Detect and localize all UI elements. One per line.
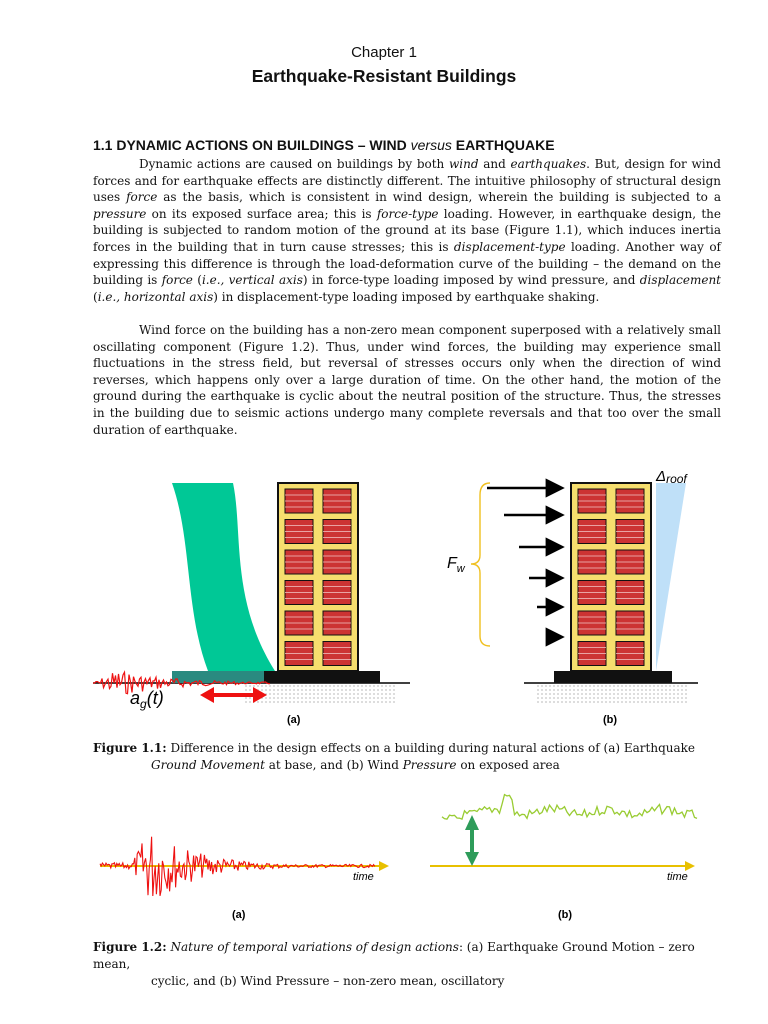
paragraph-1-run: wind [448, 157, 479, 171]
figure-1-2-caption [93, 939, 723, 990]
foundation-slab-a [262, 671, 380, 683]
wind-pressure-trace [442, 795, 697, 820]
paragraph-1-run: Dynamic actions are caused on buildings by both [139, 157, 449, 171]
paragraph-1-run: ( [192, 273, 202, 288]
figure-1-2-caption-it: Nature of temporal variations of design actions [170, 940, 459, 954]
figure-1-1-label-a: (a) [287, 714, 301, 726]
roof-drift-shade [656, 483, 686, 671]
paragraph-1-run: i.e., vertical axis [201, 273, 303, 288]
sway-shape [172, 483, 275, 671]
figure-1-1-caption-line-2 [93, 757, 723, 774]
section-title-post: EARTHQUAKE [451, 137, 555, 153]
building-a [278, 483, 358, 671]
paragraph-2-text: Wind force on the building has a non-zero mean component superposed with a relatively small oscillating component (Figure 1.2). Thus, under wind forces, the building may experience small fluctuations in the stress field, but reversal of stresses occurs only when the direction of wind reverses, which happens only over a large duration of time. On the other hand, the motion of the ground during the earthquake is cyclic about the neutral position of the structure. Thus, the stresses in the building due to seismic actions undergo many complete reversals and that too over the small duration of earthquake. [93, 323, 721, 437]
time-axis-b-arrowhead [685, 861, 695, 871]
paragraph-1-run: force-type [376, 206, 439, 221]
time-axis-b-label: time [667, 871, 688, 883]
paragraph-1-run: i.e., horizontal axis [97, 289, 214, 304]
paragraph-1-run: earthquakes [510, 157, 587, 171]
paragraph-1-run: force [126, 190, 158, 205]
ground-motion-arrow [200, 687, 267, 703]
paragraph-1-run: displacement-type [453, 239, 566, 254]
time-axis-a-label: time [353, 871, 374, 883]
paragraph-1-run: on its exposed surface area; this is [146, 206, 377, 221]
paragraph-1-run: loading. Another way of expressing this difference is through the load-deformation curve of the building – the demand on the building is [93, 239, 721, 288]
page-title: Earthquake-Resistant Buildings [251, 66, 517, 86]
displaced-base-a [172, 671, 264, 683]
figure-1-2-caption-label: Figure 1.2: [93, 940, 167, 954]
paragraph-1-run: . But, design for wind forces and for earthquake effects are distinctly different. The intuitive philosophy of structural design uses [93, 157, 721, 205]
figure-1-2-b [430, 795, 697, 921]
figure-1-1-caption-label: Figure 1.1: [93, 741, 167, 755]
paragraph-1-run: as the basis, which is consistent in wind design, wherein the building is subjected to a [157, 190, 721, 205]
ground-acceleration-label: $a_g(t)$ [130, 688, 164, 711]
roof-drift-label: Δroof [656, 468, 687, 486]
figure-1-1-caption [93, 740, 723, 774]
figure-1-1-caption-it-2: Pressure [402, 758, 457, 772]
section-title-pre: DYNAMIC ACTIONS ON BUILDINGS – WIND [116, 137, 411, 153]
figure-1-2-caption-text-1: : (a) Earthquake Ground Motion – zero mean, [93, 940, 695, 971]
figure-1-2-label-a: (a) [232, 909, 246, 921]
paragraph-1-run: pressure [93, 206, 147, 221]
section-title-versus: versus [410, 137, 452, 153]
time-axis-a-arrowhead [379, 861, 389, 871]
paragraph-1-run: and [478, 157, 511, 171]
figure-1-1-caption-line-1 [93, 740, 723, 757]
paragraph-1-run: ( [93, 289, 98, 304]
figure-1-1-caption-text-2: at base, and (b) Wind [264, 758, 403, 772]
paragraph-1-run: ) in force-type loading imposed by wind pressure, and [302, 273, 640, 288]
wind-brace [471, 483, 490, 646]
ground-dots-a [243, 683, 395, 705]
figure-1-2-caption-line-2: cyclic, and (b) Wind Pressure – non-zero mean, oscillatory [151, 974, 505, 988]
paragraph-1-run: force [161, 273, 193, 288]
mean-value-arrow [465, 815, 479, 866]
section-number: 1.1 [93, 137, 113, 153]
paragraph-1-run: ) in displacement-type loading imposed by earthquake shaking. [213, 289, 600, 304]
wind-pressure-arrows [487, 488, 560, 637]
figure-1-1-caption-text-1: Difference in the design effects on a building during natural actions of (a) Earthquake [166, 741, 696, 755]
figure-1-1-caption-text-3: on exposed area [456, 758, 560, 772]
figure-1-1-label-b: (b) [603, 714, 618, 726]
paragraph-1-run: displacement [639, 273, 722, 288]
foundation-slab-b [554, 671, 672, 683]
figure-1-1-a [93, 483, 410, 726]
figure-1-1-b [447, 468, 698, 726]
chapter-label: Chapter 1 [351, 44, 417, 61]
paragraph-1-run: loading. However, in earthquake design, the building is subjected to random motion of the ground at its base (Figure 1.1), which induces inertia forces in the building that in turn cause stresses; this is [93, 206, 722, 254]
figure-1-1-caption-it-1: Ground Movement [151, 758, 265, 772]
figure-1-2-caption-line-1 [93, 939, 723, 973]
figure-1-2-a [100, 837, 389, 921]
ground-dots-b [536, 683, 688, 705]
figure-1-2-label-b: (b) [558, 909, 573, 921]
wind-force-label: $F_w$ [447, 555, 465, 575]
building-b [571, 483, 651, 671]
